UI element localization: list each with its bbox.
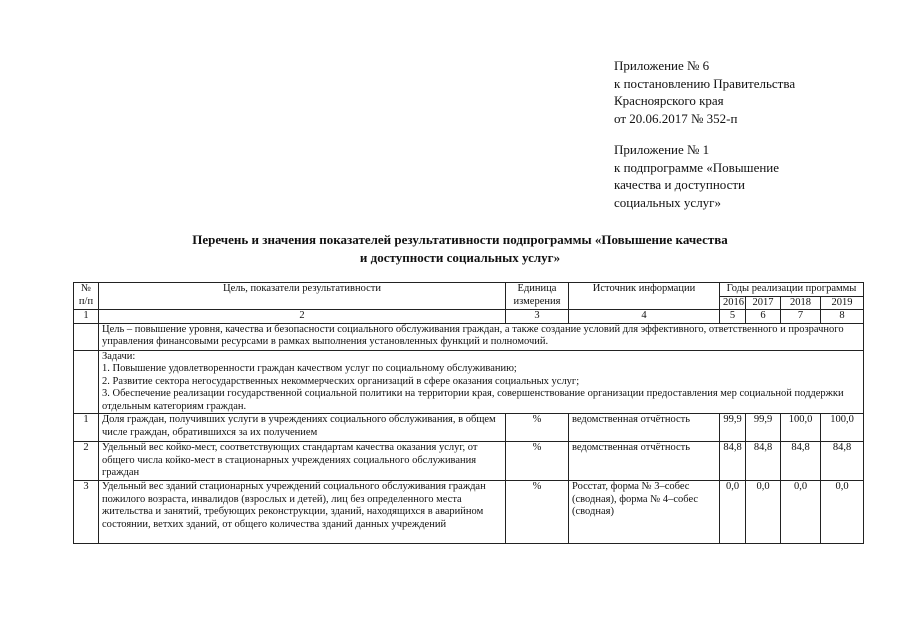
header-year: 2016 [720,296,746,310]
appendix-6-line: от 20.06.2017 № 352-п [614,110,738,126]
row-value: 84,8 [821,442,864,481]
appendix-6-line: Приложение № 6 [614,58,710,73]
header-unit: Единица измерения [506,283,569,310]
row-num: 3 [74,481,99,544]
row-value: 99,9 [746,414,781,442]
column-number: 3 [506,310,569,324]
tasks-num-cell [74,350,99,414]
row-indicator: Доля граждан, получивших услуги в учреждениях социального обслуживания, в общем числе граждан, обратившихся за их получением [99,414,506,442]
column-number: 7 [781,310,821,324]
appendix-1-line: Приложение № 1 [614,142,710,157]
goal-row [74,323,864,350]
column-number: 6 [746,310,781,324]
tasks-cell [99,350,864,414]
appendix-1-line: социальных услуг» [614,194,722,210]
appendix-1-line: к подпрограмме «Повышение [614,159,780,175]
indicators-table [73,282,864,544]
column-number: 4 [569,310,720,324]
row-value: 84,8 [781,442,821,481]
tasks-heading: Задачи: [102,350,136,362]
row-source: ведомственная отчётность [569,442,720,481]
row-source: ведомственная отчётность [569,414,720,442]
row-value: 0,0 [720,481,746,544]
table-header-row [74,283,864,297]
row-unit: % [506,481,569,544]
row-unit: % [506,442,569,481]
document-title [60,231,860,267]
document-title-line: Перечень и значения показателей результативности подпрограммы «Повышение качества [192,232,728,247]
row-value: 84,8 [746,442,781,481]
appendix-1-line: качества и доступности [614,177,746,192]
table-row [74,414,864,442]
row-value: 0,0 [746,481,781,544]
task-item: 1. Повышение удовлетворенности граждан качеством услуг по социальному обслуживанию; [102,363,517,374]
column-number: 1 [74,310,99,324]
header-num: № п/п [74,283,99,310]
column-number: 8 [821,310,864,324]
row-value: 0,0 [781,481,821,544]
appendix-6-line: Красноярского края [614,93,724,108]
header-years-group: Годы реализации программы [720,283,864,297]
appendix-6-block [614,57,795,127]
document-title-line: и доступности социальных услуг» [359,250,561,265]
tasks-row [74,350,864,414]
row-source: Росстат, форма № 3–собес (сводная), форма № 4–собес (сводная) [569,481,720,544]
row-unit: % [506,414,569,442]
column-number-row [74,310,864,324]
row-value: 84,8 [720,442,746,481]
row-indicator: Удельный вес койко-мест, соответствующих стандартам качества оказания услуг, от общего числа койко-мест в стационарных учреждениях социального обслуживания граждан [99,442,506,481]
row-value: 100,0 [781,414,821,442]
goal-text: Цель – повышение уровня, качества и безопасности социального обслуживания граждан, а также создание условий для эффективного, ответственного и прозрачного управления финансовыми ресурсами в рамках выполнения установленных функций и полномочий. [99,323,864,350]
task-item: 2. Развитие сектора негосударственных некоммерческих организаций в сфере оказания социальных услуг; [102,375,580,387]
header-year: 2018 [781,296,821,310]
goal-num-cell [74,323,99,350]
appendix-1-block [614,141,779,211]
appendix-6-line: к постановлению Правительства [614,75,796,91]
table-row [74,481,864,544]
row-value: 0,0 [821,481,864,544]
table-row [74,442,864,481]
row-value: 99,9 [720,414,746,442]
row-value: 100,0 [821,414,864,442]
header-indicator: Цель, показатели результативности [99,283,506,310]
row-indicator: Удельный вес зданий стационарных учреждений социального обслуживания граждан пожилого возраста, инвалидов (взрослых и детей), лиц без определенного места жительства и занятий, требующих реконструкции, зданий, находящихся в аварийном состоянии, ветхих зданий, от общего количества зданий данных учреждений [99,481,506,544]
column-number: 5 [720,310,746,324]
column-number: 2 [99,310,506,324]
header-source: Источник информации [569,283,720,310]
task-item: 3. Обеспечение реализации государственной социальной политики на территории края, совершенствование организации предоставления мер социальной поддержки отдельным категориям граждан. [102,388,844,412]
header-year: 2017 [746,296,781,310]
row-num: 2 [74,442,99,481]
row-num: 1 [74,414,99,442]
header-year: 2019 [821,296,864,310]
